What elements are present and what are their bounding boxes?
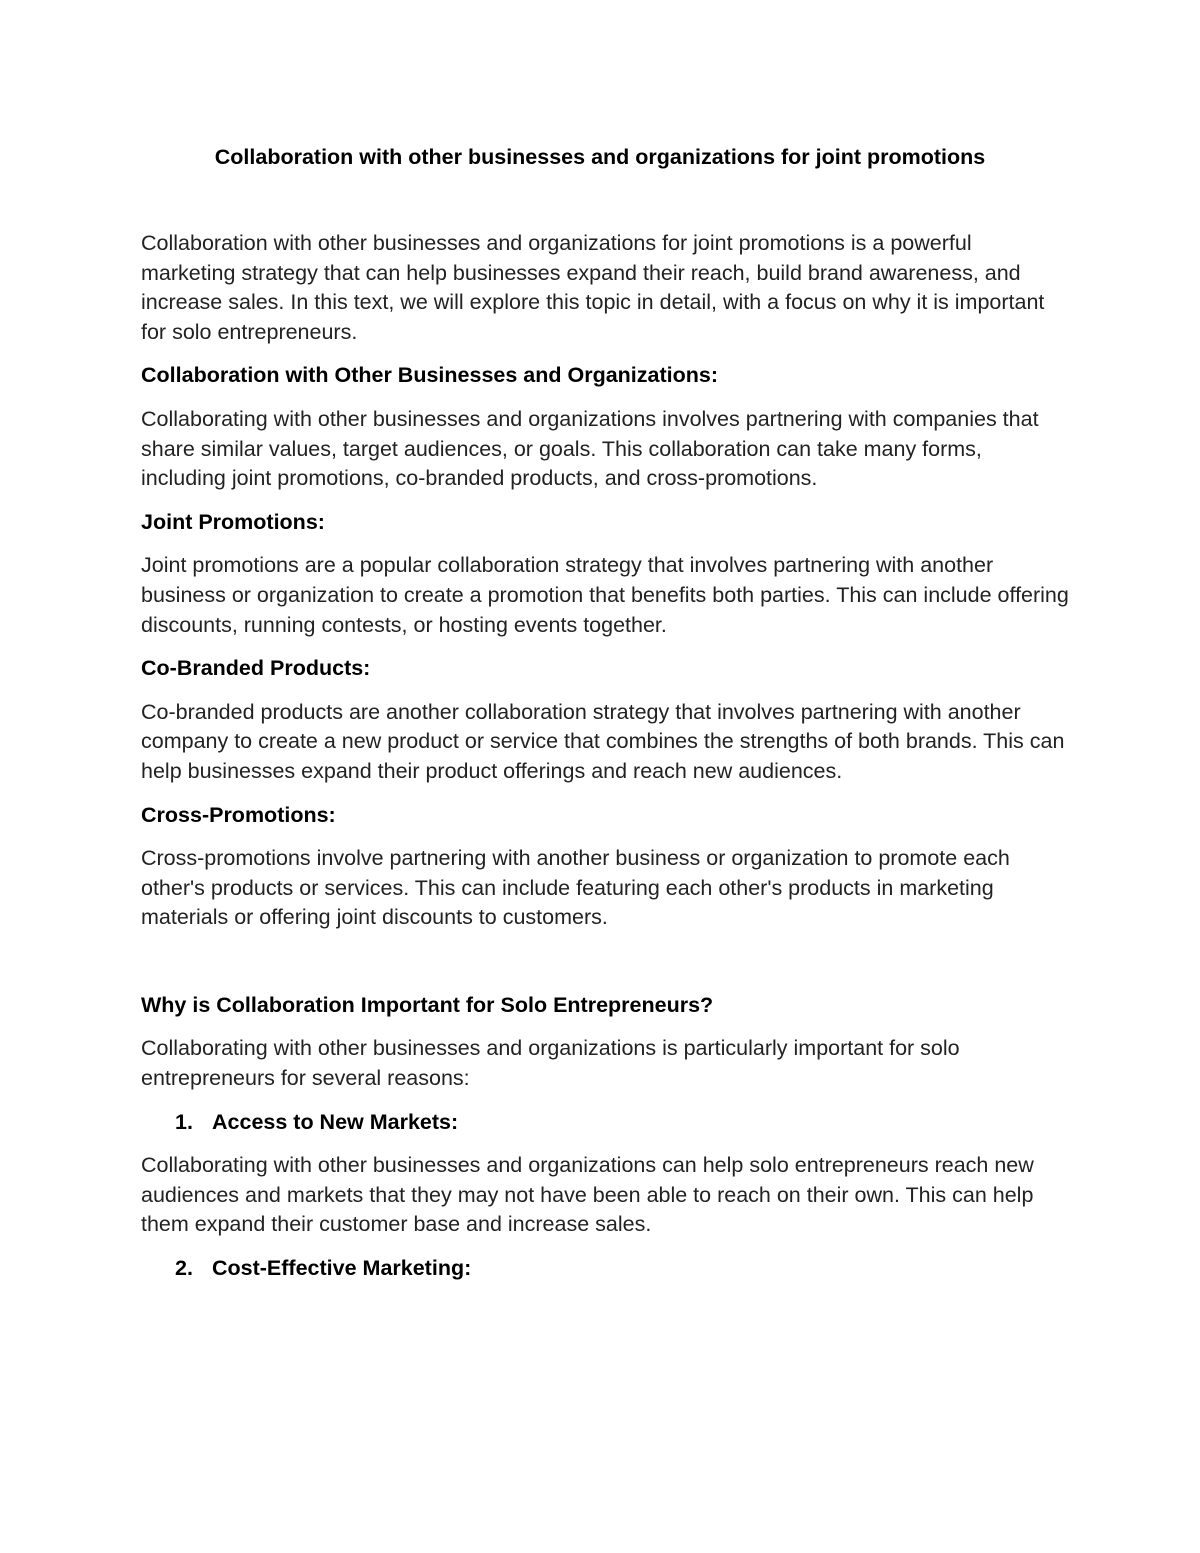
- section-heading: Cross-Promotions:: [141, 802, 336, 827]
- section-why-collaboration: [141, 991, 1071, 1284]
- list-item-number: 2.: [175, 1256, 193, 1281]
- page-title: Collaboration with other businesses and organizations for joint promotions: [214, 145, 986, 169]
- list-item-heading: [141, 1254, 1071, 1284]
- section-heading: Why is Collaboration Important for Solo Entrepreneurs?: [141, 992, 714, 1017]
- section-paragraph: Joint promotions are a popular collaboration strategy that involves partnering with another business or organization to create a promotion that benefits both parties. This can include offering discounts, running contests, or hosting events together.: [141, 553, 1069, 637]
- section-heading: Collaboration with Other Businesses and Organizations:: [141, 363, 718, 388]
- section-paragraph: Cross-promotions involve partnering with another business or organization to promote each other's products or services. This can include featuring each other's products in marketing materials or offering joint discounts to customers.: [141, 846, 1010, 930]
- list-item-title: Cost-Effective Marketing:: [212, 1256, 472, 1281]
- list-item-heading: [141, 1108, 1071, 1138]
- intro-paragraph: Collaboration with other businesses and organizations for joint promotions is a powerful marketing strategy that can help businesses expand their reach, build brand awareness, and increase sales. In this text, we will explore this topic in detail, with a focus on why it is important for solo entrepreneurs.: [141, 231, 1045, 344]
- section-paragraph: Collaborating with other businesses and organizations involves partnering with companies that share similar values, target audiences, or goals. This collaboration can take many forms, including joint promotions, co-branded products, and cross-promotions.: [141, 406, 1039, 491]
- section-joint-promotions: [141, 508, 1071, 640]
- section-heading: Co-Branded Products:: [141, 656, 371, 681]
- section-cross-promotions: [141, 801, 1071, 933]
- section-collaboration: [141, 361, 1071, 493]
- document-body: [141, 229, 1071, 1298]
- list-item-paragraph: Collaborating with other businesses and organizations can help solo entrepreneurs reach new audiences and markets that they may not have been able to reach on their own. This can help them expand their customer base and increase sales.: [141, 1153, 1034, 1237]
- blank-line: [141, 947, 1071, 991]
- list-item-number: 1.: [175, 1109, 193, 1134]
- section-paragraph: Co-branded products are another collaboration strategy that involves partnering with another company to create a new product or service that combines the strengths of both brands. This can help businesses expand their product offerings and reach new audiences.: [141, 699, 1065, 783]
- section-co-branded-products: [141, 654, 1071, 786]
- section-paragraph: Collaborating with other businesses and organizations is particularly important for solo entrepreneurs for several reasons:: [141, 1036, 960, 1091]
- list-item-title: Access to New Markets:: [212, 1109, 459, 1134]
- section-heading: Joint Promotions:: [141, 509, 325, 534]
